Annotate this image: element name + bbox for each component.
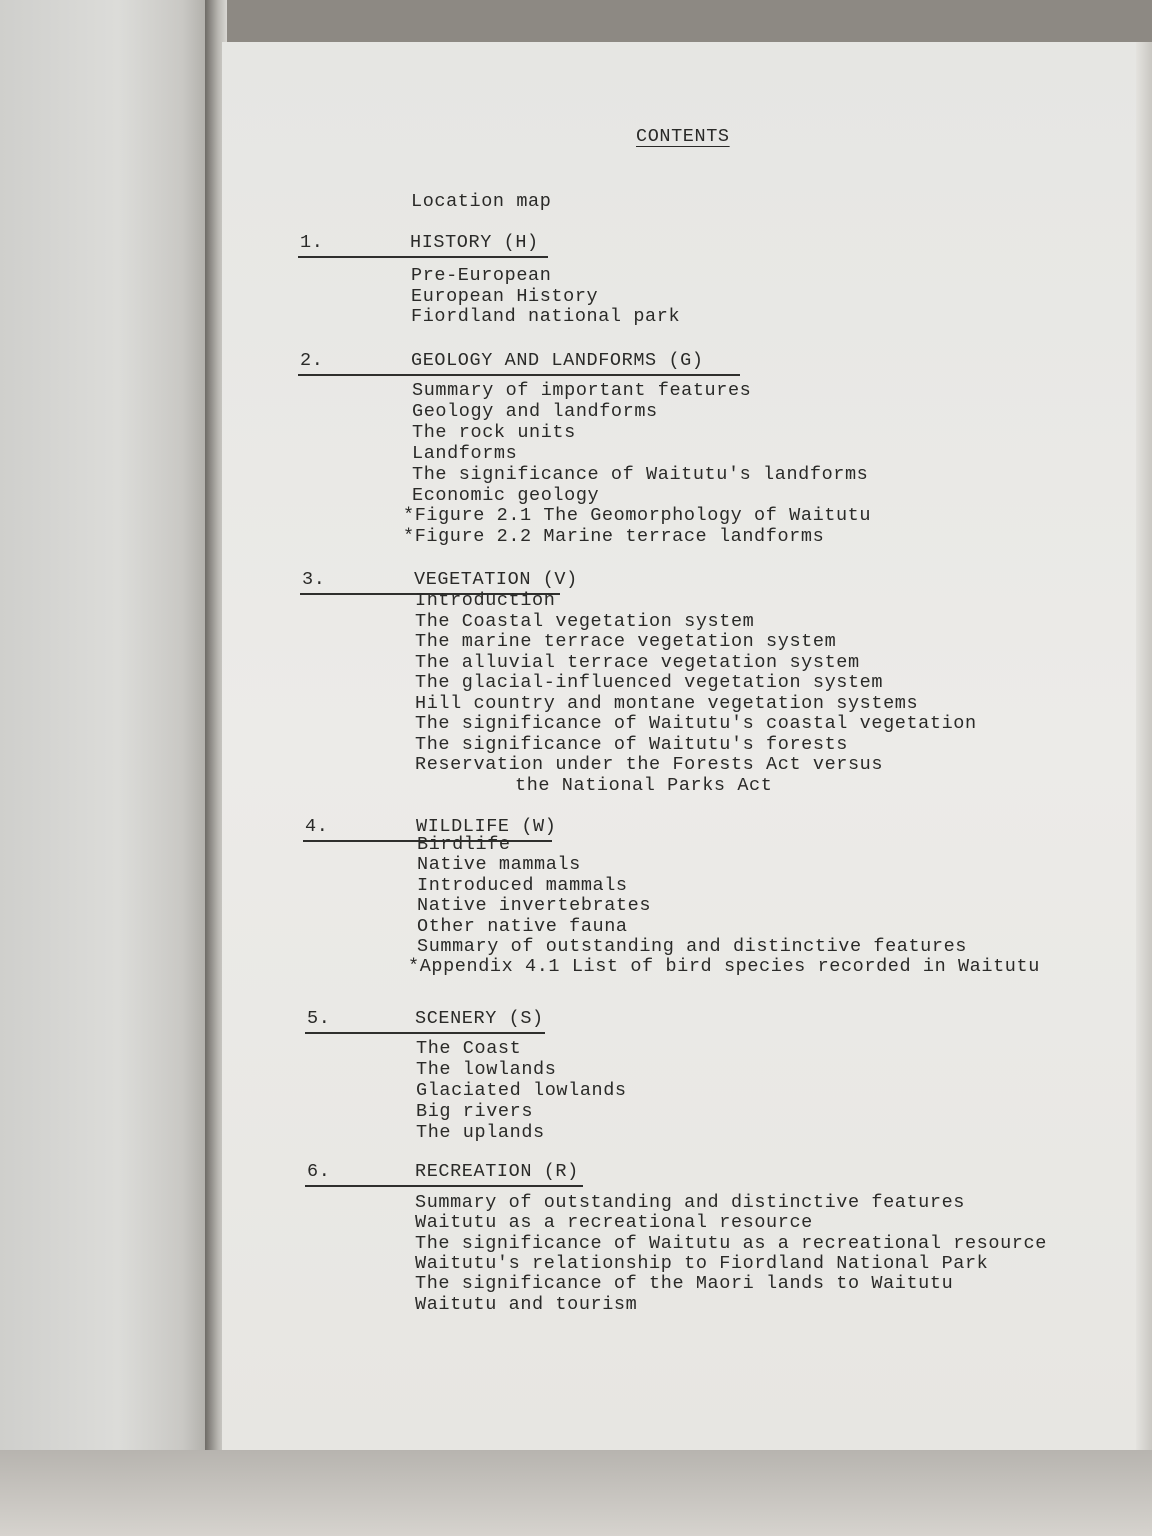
section-rule (298, 256, 548, 258)
left-page-bleed-text (0, 3, 215, 117)
contents-entry: Native mammals (417, 854, 581, 875)
contents-entry: Summary of important features (412, 380, 752, 401)
contents-entry: Hill country and montane vegetation systems (415, 693, 919, 714)
contents-entry: Geology and landforms (412, 401, 658, 422)
contents-entry: Reservation under the Forests Act versus (415, 754, 884, 775)
contents-entry: The significance of Waitutu's landforms (412, 464, 869, 485)
section-heading: WILDLIFE (W) (416, 816, 557, 837)
contents-entry: *Figure 2.1 The Geomorphology of Waitutu (403, 505, 872, 526)
contents-entry: the National Parks Act (515, 775, 773, 796)
contents-entry: Landforms (412, 443, 518, 464)
contents-entry: Waitutu as a recreational resource (415, 1212, 813, 1233)
contents-entry: The significance of the Maori lands to Waitutu (415, 1273, 954, 1294)
page-title: CONTENTS (636, 126, 730, 147)
section-number: 5. (307, 1008, 331, 1029)
page-edge (1136, 42, 1152, 1450)
contents-entry: The marine terrace vegetation system (415, 631, 837, 652)
contents-entry: European History (411, 286, 599, 307)
contents-entry: Economic geology (412, 485, 600, 506)
contents-entry: The significance of Waitutu as a recreational resource (415, 1233, 1047, 1254)
contents-entry: Waitutu's relationship to Fiordland National Park (415, 1253, 989, 1274)
contents-entry: Big rivers (416, 1101, 534, 1122)
location-map-entry: Location map (411, 191, 552, 212)
contents-entry: The glacial-influenced vegetation system (415, 672, 884, 693)
contents-entry: The uplands (416, 1122, 545, 1143)
section-heading: HISTORY (H) (410, 232, 539, 253)
section-number: 2. (300, 350, 324, 371)
section-heading: VEGETATION (V) (414, 569, 578, 590)
section-heading: RECREATION (R) (415, 1161, 579, 1182)
contents-entry: Summary of outstanding and distinctive features (415, 1192, 965, 1213)
section-number: 6. (307, 1161, 331, 1182)
section-rule (305, 1032, 545, 1034)
contents-entry: The Coast (416, 1038, 522, 1059)
contents-entry: Introduced mammals (417, 875, 628, 896)
section-number: 1. (300, 232, 324, 253)
contents-entry: The Coastal vegetation system (415, 611, 755, 632)
contents-entry: Pre-European (411, 265, 552, 286)
left-facing-page (0, 0, 215, 1536)
contents-entry: Other native fauna (417, 916, 628, 937)
contents-entry: Waitutu and tourism (415, 1294, 638, 1315)
contents-entry: Native invertebrates (417, 895, 652, 916)
contents-entry: Glaciated lowlands (416, 1080, 627, 1101)
section-number: 4. (305, 816, 329, 837)
contents-entry: The rock units (412, 422, 576, 443)
contents-entry: The lowlands (416, 1059, 557, 1080)
contents-entry: Fiordland national park (411, 306, 681, 327)
table-surface (0, 1450, 1152, 1536)
contents-entry: Introduction (415, 590, 556, 611)
section-heading: GEOLOGY AND LANDFORMS (G) (411, 350, 704, 371)
section-heading: SCENERY (S) (415, 1008, 544, 1029)
contents-entry: *Figure 2.2 Marine terrace landforms (403, 526, 825, 547)
contents-entry: The significance of Waitutu's forests (415, 734, 848, 755)
contents-entry: *Appendix 4.1 List of bird species recorded in Waitutu (408, 956, 1040, 977)
section-number: 3. (302, 569, 326, 590)
contents-entry: Birdlife (417, 834, 511, 855)
contents-entry: The significance of Waitutu's coastal vegetation (415, 713, 977, 734)
contents-entry: The alluvial terrace vegetation system (415, 652, 860, 673)
contents-entry: Summary of outstanding and distinctive features (417, 936, 967, 957)
section-rule (298, 374, 740, 376)
section-rule (305, 1185, 583, 1187)
